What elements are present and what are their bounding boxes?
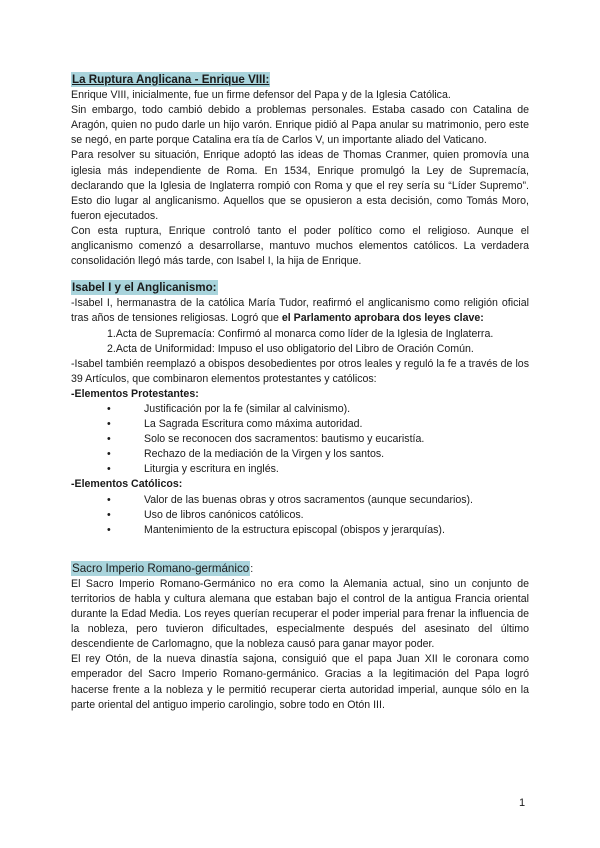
paragraph: El rey Otón, de la nueva dinastía sajona, consiguió que el papa Juan XII le coronara como emperador del Sacro Imperio Romano-germánico. Gracias a la legitimación del Papa logró hacerse frente a la nobleza y le permitió recuperar cierta autoridad imperial, aunque sólo en la parte oriental del antiguo imperio carolingio, sobre todo en Otón III. <box>71 653 529 711</box>
list-item: • Mantenimiento de la estructura episcopal (obispos y jerarquías). <box>71 523 529 538</box>
section-sacro-imperio <box>71 561 529 713</box>
page-number: 1 <box>519 797 526 809</box>
list-item: • Solo se reconocen dos sacramentos: bautismo y eucaristía. <box>71 432 529 447</box>
subheading-protestant: -Elementos Protestantes: <box>71 387 199 400</box>
section-heading-row <box>71 561 529 577</box>
section-ruptura-anglicana <box>71 72 529 269</box>
list-item: 2.Acta de Uniformidad: Impuso el uso obligatorio del Libro de Oración Común. <box>107 342 474 355</box>
list-item: • Liturgia y escritura en inglés. <box>71 462 529 477</box>
list-item: • Rechazo de la mediación de la Virgen y los santos. <box>71 447 529 462</box>
subheading-catholic: -Elementos Católicos: <box>71 478 183 491</box>
paragraph: -Isabel también reemplazó a obispos desobedientes por otros leales y reguló la fe a través de los 39 Artículos, que combinaron elementos protestantes y católicos: <box>71 357 529 385</box>
intro-text: -Isabel I, hermanastra de la católica María Tudor, reafirmó el anglicanismo como religión oficial tras años de tensiones religiosas. Logró que <box>71 297 529 325</box>
list-item: • Valor de las buenas obras y otros sacramentos (aunque secundarios). <box>71 493 529 508</box>
paragraph: Con esta ruptura, Enrique controló tanto el poder político como el religioso. Aunque el anglicanismo comenzó a desarrollarse, mantuvo muchos elementos católicos. La verdadera consolidación llegó más tarde, con Isabel I, la hija de Enrique. <box>71 224 529 268</box>
list-item: • Justificación por la fe (similar al calvinismo). <box>71 402 529 417</box>
heading-suffix: : <box>250 562 254 575</box>
document-page <box>71 72 529 713</box>
catholic-list <box>71 493 529 538</box>
section-heading: La Ruptura Anglicana - Enrique VIII: <box>72 73 270 86</box>
intro-bold-text: el Parlamento aprobara dos leyes clave: <box>281 312 484 325</box>
list-item: • La Sagrada Escritura como máxima autoridad. <box>71 417 529 432</box>
paragraph: Enrique VIII, inicialmente, fue un firme defensor del Papa y de la Iglesia Católica. <box>71 89 451 102</box>
list-item: 1.Acta de Supremacía: Confirmó al monarca como líder de la Iglesia de Inglaterra. <box>107 327 494 340</box>
list-item: • Uso de libros canónicos católicos. <box>71 508 529 523</box>
section-isabel-anglicanismo <box>71 280 529 538</box>
paragraph: Sin embargo, todo cambió debido a problemas personales. Estaba casado con Catalina de Aragón, quien no pudo darle un hijo varón. Enrique pidió al Papa anular su matrimonio, pero este se negó, en parte porque Catalina era tía de Carlos V, un importante aliado del Vaticano. <box>71 104 529 147</box>
paragraph <box>71 296 529 326</box>
section-heading: Sacro Imperio Romano-germánico <box>72 561 250 575</box>
paragraph: El Sacro Imperio Romano-Germánico no era como la Alemania actual, sino un conjunto de territorios de habla y cultura alemana que estaban bajo el control de la antigua Francia oriental durante la Edad Media. Los reyes querían recuperar el poder imperial para frenar la influencia de la nobleza, pero tuvieron dificultades, especialmente después del asesinato del último descendiente de Carlomagno, que la nobleza causó para ganar mayor poder. <box>71 577 529 651</box>
protestant-list <box>71 402 529 477</box>
paragraph: Para resolver su situación, Enrique adoptó las ideas de Thomas Cranmer, quien promovía una iglesia más independiente de Roma. En 1534, Enrique promulgó la Ley de Supremacía, declarando que la Iglesia de Inglaterra rompió con Roma y que el rey sería su “Líder Supremo”. Esto dio lugar al anglicanismo. Aquellos que se opusieron a esta decisión, como Tomás Moro, fueron ejecutados. <box>71 149 529 222</box>
acts-list <box>71 327 529 357</box>
section-heading: Isabel I y el Anglicanismo: <box>72 281 217 295</box>
